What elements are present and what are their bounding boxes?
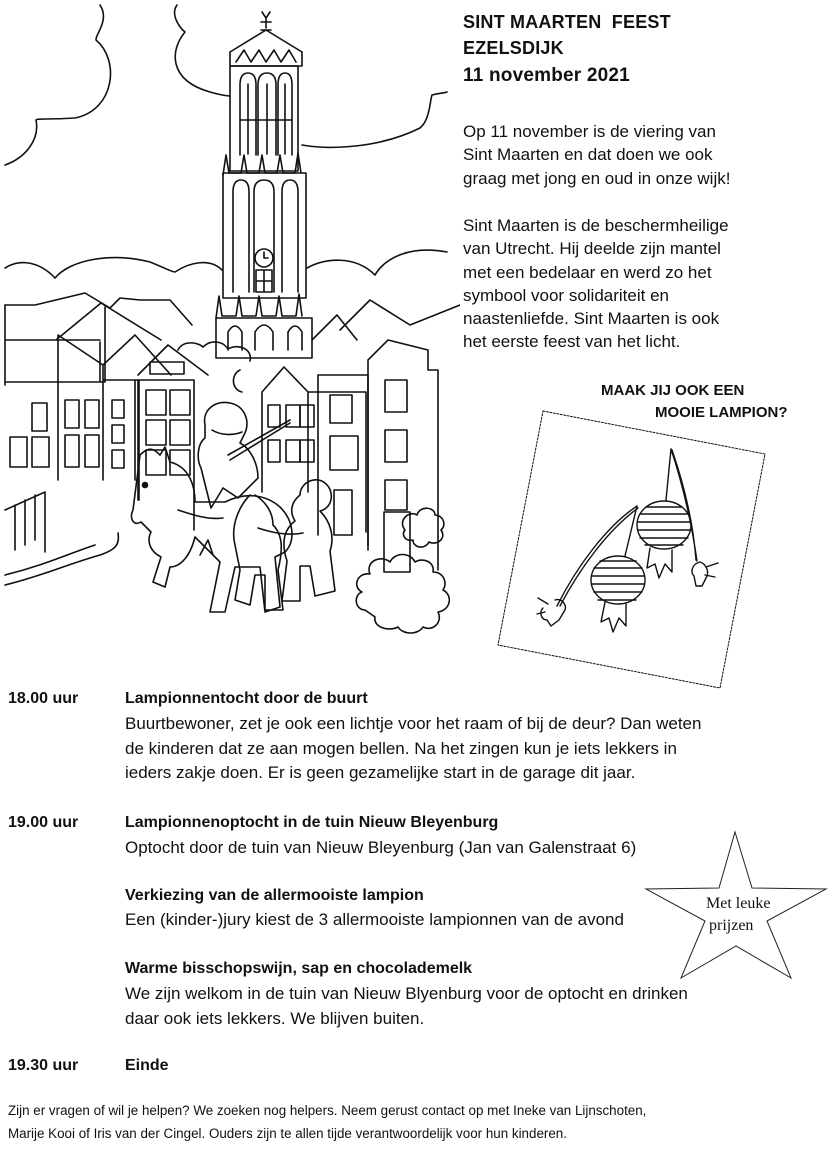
text-line: Op 11 november is de viering van [463,122,716,141]
lampion-callout-line-2: MOOIE LAMPION? [655,404,788,421]
star-badge-line-1: Met leuke [706,895,771,912]
event-title: SINT MAARTEN FEEST [463,12,671,32]
cloud-shape [302,92,447,147]
intro-paragraph-1 [463,120,835,190]
footer-line-2: Marije Kooi of Iris van der Cingel. Ouders zijn te allen tijde verantwoordelijk voor hun kinderen. [8,1126,567,1141]
intro-paragraph-2 [463,214,835,354]
text-line: Een (kinder-)jury kiest de 3 allermooiste lampionnen van de avond [125,910,624,929]
event-location: EZELSDIJK [463,38,564,58]
bush-shape [178,342,250,392]
cloud-shape [5,5,110,165]
dom-tower [216,12,312,358]
cloud-shape [175,5,230,96]
schedule-item-title: Verkiezing van de allermooiste lampion [125,887,424,904]
text-line: Sint Maarten en dat doen we ook [463,145,713,165]
lantern-left [537,506,645,632]
text-line: met een bedelaar en werd zo het [463,262,712,282]
text-line: de kinderen dat ze aan mogen bellen. Na het zingen kun je iets lekkers in [125,738,677,758]
text-line: Optocht door de tuin van Nieuw Bleyenburg (Jan van Galenstraat 6) [125,838,637,857]
text-line: graag met jong en oud in onze wijk! [463,168,731,188]
schedule-item-body [125,982,688,1031]
cloud-shape [5,258,222,278]
text-line: Sint Maarten is de beschermheilige [463,216,729,235]
houses-left [5,293,208,585]
sint-maarten-illustration [0,0,460,670]
lampion-callout-line-1: MAAK JIJ OOK EEN [601,382,745,399]
text-line: het eerste feest van het licht. [463,332,681,352]
schedule-item-title: Einde [125,1057,169,1074]
lantern-right [637,449,718,586]
lampion-illustration [490,400,780,700]
text-line: We zijn welkom in de tuin van Nieuw Blyenburg voor de optocht en drinken [125,984,688,1003]
text-line: symbool voor solidariteit en [463,285,669,305]
schedule-item-title: Lampionnenoptocht in de tuin Nieuw Bleyenburg [125,814,499,831]
event-date: 11 november 2021 [463,65,630,86]
schedule-item-title: Lampionnentocht door de buurt [125,690,368,707]
schedule-time: 18.00 uur [8,690,79,707]
cloud-shape [307,250,447,275]
text-line: daar ook iets lekkers. We blijven buiten. [125,1008,425,1028]
text-line: Buurtbewoner, zet je ook een lichtje voor het raam of bij de deur? Dan weten [125,714,702,733]
children-figures [234,480,335,610]
footer-line-1: Zijn er vragen of wil je helpen? We zoeken nog helpers. Neem gerust contact op met Ineke van Lijnschoten, [8,1103,647,1118]
text-line: ieders zakje doen. Er is geen gezamelijke start in de garage dit jaar. [125,763,636,782]
text-line: naastenliefde. Sint Maarten is ook [463,309,720,329]
schedule-item-body [125,836,636,861]
schedule-item-title: Warme bisschopswijn, sap en chocolademelk [125,960,473,977]
text-line: van Utrecht. Hij deelde zijn mantel [463,239,721,259]
schedule-item-body [125,908,624,933]
schedule-time: 19.00 uur [8,814,79,831]
dashed-frame [498,411,765,688]
schedule-time: 19.30 uur [8,1057,79,1074]
star-badge-line-2: prijzen [709,917,754,934]
schedule-item-body [125,712,701,786]
bush-shape [356,555,449,634]
